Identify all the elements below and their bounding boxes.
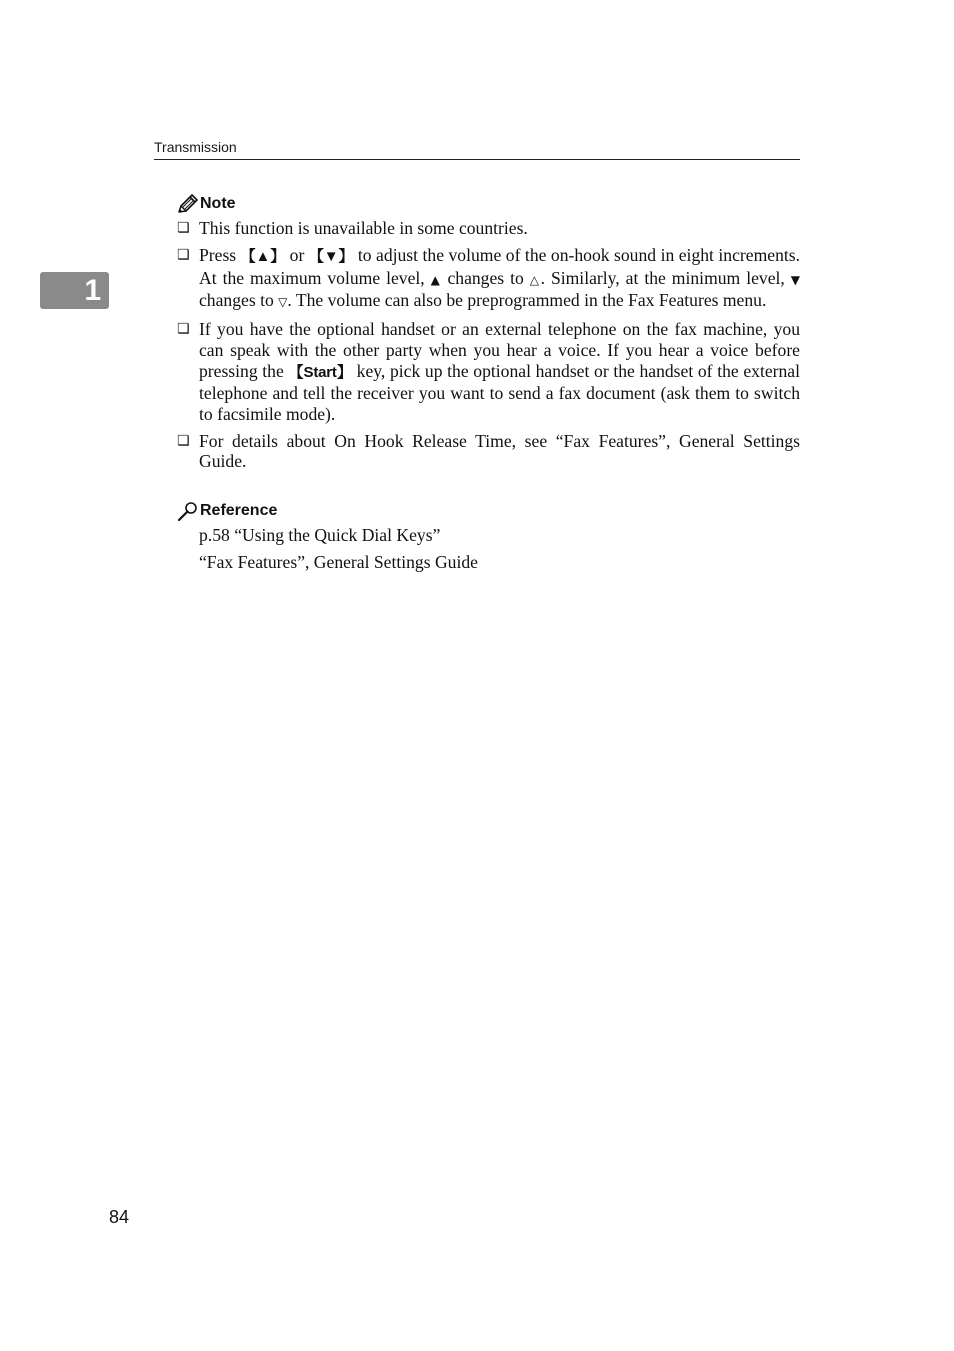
chapter-number: 1 [84,273,101,307]
running-header: Transmission [154,139,237,155]
checkbox-bullet-icon: ❏ [177,321,190,338]
checkbox-bullet-icon: ❏ [177,220,190,236]
hollow-down-triangle-icon: ▽ [278,295,288,310]
page-number: 84 [109,1207,130,1227]
magnifier-icon [177,501,199,521]
note-item-text: Press 【▲】 or 【▼】 to adjust the volume of the on-hook sound in eight increments. At the maximum volume level, ▲ changes to △. Similarly, at the minimum level, ▼ changes to ▽. The volume can also be preprogrammed in the Fax Features menu. [199,245,801,311]
checkbox-bullet-icon: ❏ [177,247,190,264]
filled-down-triangle-icon: ▼ [790,272,801,287]
note-item [177,319,800,424]
note-item [177,431,800,472]
note-list [177,218,800,479]
note-item-text: This function is unavailable in some countries. [199,218,528,238]
reference-heading-label: Reference [200,502,278,519]
note-heading-label: Note [200,195,236,212]
note-item-text: For details about On Hook Release Time, see “Fax Features”, General Settings Guide. [199,430,800,472]
chapter-tab [40,272,109,309]
note-item-text: If you have the optional handset or an external telephone on the fax machine, you can speak with the other party when you hear a voice. If you hear a voice before pressing the 【Start】 key, pick up the optional handset or the handset of the external telephone and tell the receiver you want to send a fax document (ask them to switch to facsimile mode). [199,319,800,424]
reference-list [199,525,478,579]
hollow-up-triangle-icon: △ [529,272,541,287]
note-heading [177,193,236,215]
note-item [177,218,800,239]
start-key: 【Start】 [288,363,352,381]
up-arrow-key: 【▲】 [240,248,286,266]
pencil-icon [177,194,199,214]
header-rule [154,159,800,160]
down-arrow-key: 【▼】 [308,248,354,266]
filled-up-triangle-icon: ▲ [430,272,442,287]
reference-link[interactable]: p.58 “Using the Quick Dial Keys” [199,525,441,545]
reference-heading [177,500,277,522]
checkbox-bullet-icon: ❏ [177,432,190,449]
reference-link[interactable]: “Fax Features”, General Settings Guide [199,552,478,573]
note-item [177,245,800,313]
